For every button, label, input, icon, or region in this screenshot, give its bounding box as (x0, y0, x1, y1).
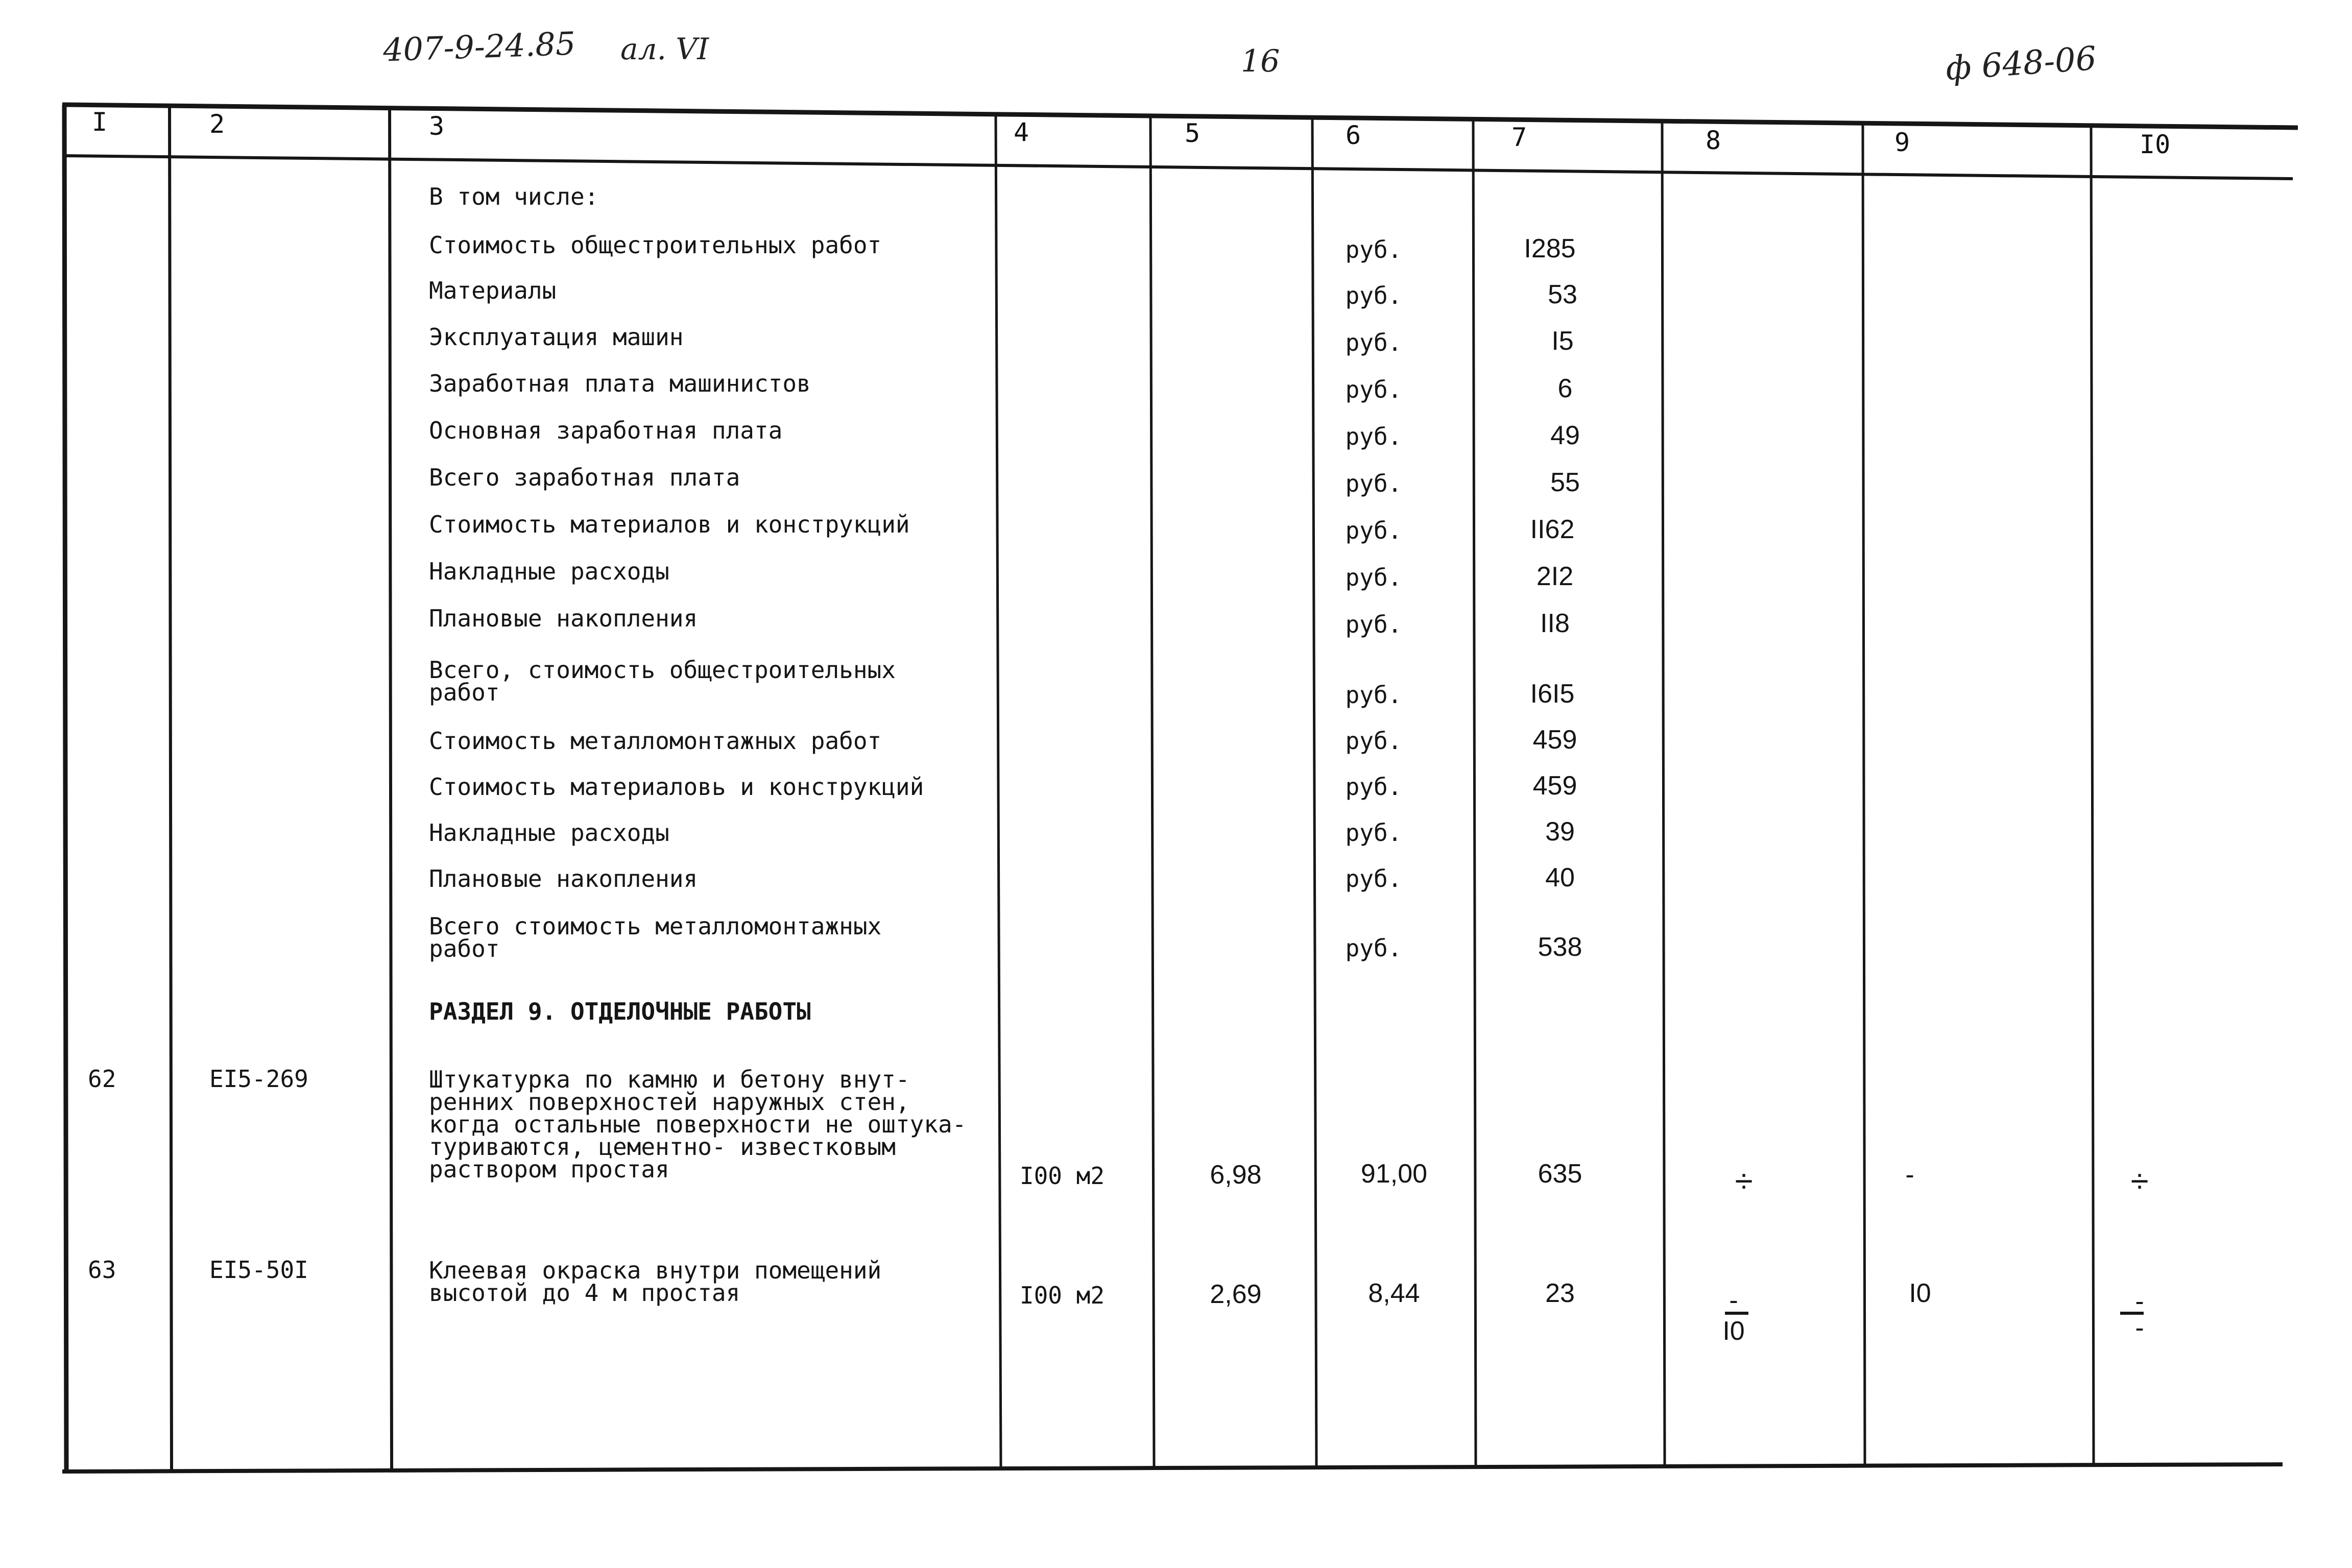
breakdown-row-unit: руб. (1345, 470, 1402, 497)
breakdown-row-unit: руб. (1345, 423, 1402, 450)
breakdown-row-label: Материалы (429, 277, 557, 304)
breakdown-row-unit: руб. (1345, 819, 1402, 847)
column-header-1: I (92, 107, 108, 137)
breakdown-row-label: Накладные расходы (429, 558, 669, 585)
breakdown-row-label: Основная заработная плата (429, 417, 783, 444)
breakdown-row-value: II8 (1540, 609, 1570, 638)
breakdown-row-value: 39 (1545, 817, 1575, 847)
breakdown-row-value: I285 (1524, 234, 1576, 263)
breakdown-row-unit: руб. (1345, 376, 1402, 403)
section-title: РАЗДЕЛ 9. ОТДЕЛОЧНЫЕ РАБОТЫ (429, 998, 811, 1025)
breakdown-row-unit: руб. (1345, 236, 1402, 263)
breakdown-row-value: 2I2 (1536, 562, 1574, 591)
item-total: 23 (1545, 1278, 1575, 1308)
column-header-7: 7 (1511, 123, 1527, 152)
item-quantity: 6,98 (1210, 1160, 1262, 1190)
item-quantity: 2,69 (1210, 1280, 1262, 1309)
item-code: EI5-50I (209, 1256, 308, 1284)
item-col10-top: - (2135, 1287, 2144, 1316)
breakdown-row-value: I6I5 (1530, 679, 1575, 709)
breakdown-row-label: Всего заработная плата (429, 464, 740, 491)
sheet-label-handwritten: ал. VI (620, 32, 709, 66)
breakdown-row-label: Эксплуатация машин (429, 323, 684, 351)
breakdown-row-label: Всего, стоимость общестроительных работ (429, 656, 896, 706)
column-header-8: 8 (1706, 126, 1721, 155)
breakdown-row-unit: руб. (1345, 773, 1402, 801)
breakdown-row-label: Стоимость общестроительных работ (429, 231, 882, 259)
column-header-6: 6 (1346, 120, 1361, 150)
item-col8-top: - (1729, 1286, 1738, 1315)
item-unit: I00 м2 (1019, 1162, 1105, 1190)
breakdown-row-value: 538 (1538, 932, 1582, 962)
item-col9: I0 (1909, 1278, 1931, 1308)
item-description: Клеевая окраска внутри помещений высотой до 4 м простая (429, 1257, 882, 1307)
item-price: 8,44 (1368, 1278, 1420, 1308)
column-header-3: 3 (429, 111, 445, 141)
breakdown-row-unit: руб. (1345, 934, 1402, 962)
item-price: 91,00 (1360, 1159, 1428, 1189)
breakdown-row-unit: руб. (1345, 727, 1402, 755)
page-number-handwritten: 16 (1241, 43, 1280, 79)
column-header-4: 4 (1014, 117, 1029, 147)
breakdown-row-value: 49 (1550, 421, 1580, 450)
breakdown-row-value: 40 (1545, 863, 1575, 892)
breakdown-row-unit: руб. (1345, 681, 1402, 709)
breakdown-row-unit: руб. (1345, 865, 1402, 892)
breakdown-row-unit: руб. (1345, 564, 1402, 591)
item-number: 63 (88, 1256, 116, 1284)
breakdown-row-value: 459 (1532, 771, 1577, 801)
breakdown-row-label: Стоимость металломонтажных работ (429, 727, 882, 755)
column-header-2: 2 (209, 109, 225, 139)
document-code-handwritten: 407-9-24.85 (382, 25, 577, 69)
item-code: EI5-269 (209, 1065, 308, 1093)
breakdown-row-value: 459 (1532, 725, 1577, 755)
item-col8: ÷ (1735, 1163, 1753, 1199)
breakdown-row-label: Стоимость материаловь и конструкций (429, 773, 924, 801)
breakdown-row-unit: руб. (1345, 282, 1402, 309)
item-number: 62 (88, 1065, 116, 1093)
breakdown-row-unit: руб. (1345, 329, 1402, 356)
breakdown-row-label: Заработная плата машинистов (429, 370, 811, 397)
item-col10-bottom: - (2135, 1313, 2144, 1343)
item-col10: ÷ (2130, 1163, 2149, 1199)
breakdown-row-value: 6 (1557, 374, 1573, 403)
breakdown-row-value: I5 (1551, 326, 1574, 356)
item-unit: I00 м2 (1019, 1282, 1105, 1309)
form-code-handwritten: ф 648-06 (1944, 39, 2098, 88)
breakdown-row-label: Стоимость материалов и конструкций (429, 511, 910, 538)
breakdown-row-unit: руб. (1345, 517, 1402, 544)
item-col9: - (1905, 1160, 1914, 1190)
breakdown-row-label: Плановые накопления (429, 605, 698, 632)
breakdown-row-value: II62 (1530, 515, 1575, 544)
column-header-5: 5 (1185, 118, 1201, 148)
breakdown-row-value: 53 (1548, 280, 1577, 309)
breakdown-row-label: Накладные расходы (429, 819, 669, 847)
breakdown-heading: В том числе: (429, 183, 599, 210)
breakdown-row-value: 55 (1550, 468, 1580, 497)
breakdown-row-unit: руб. (1345, 611, 1402, 638)
item-total: 635 (1538, 1159, 1582, 1189)
breakdown-row-label: Плановые накопления (429, 865, 698, 892)
column-header-10: I0 (2140, 130, 2171, 159)
column-header-9: 9 (1894, 128, 1910, 157)
item-description: Штукатурка по камню и бетону внут- ренних поверхностей наружных стен, когда остальные поверхности не оштука- туриваются, цементно- известковым раствором простая (429, 1066, 967, 1183)
item-col8-bottom: I0 (1722, 1316, 1745, 1346)
breakdown-row-label: Всего стоимость металломонтажных работ (429, 912, 882, 962)
